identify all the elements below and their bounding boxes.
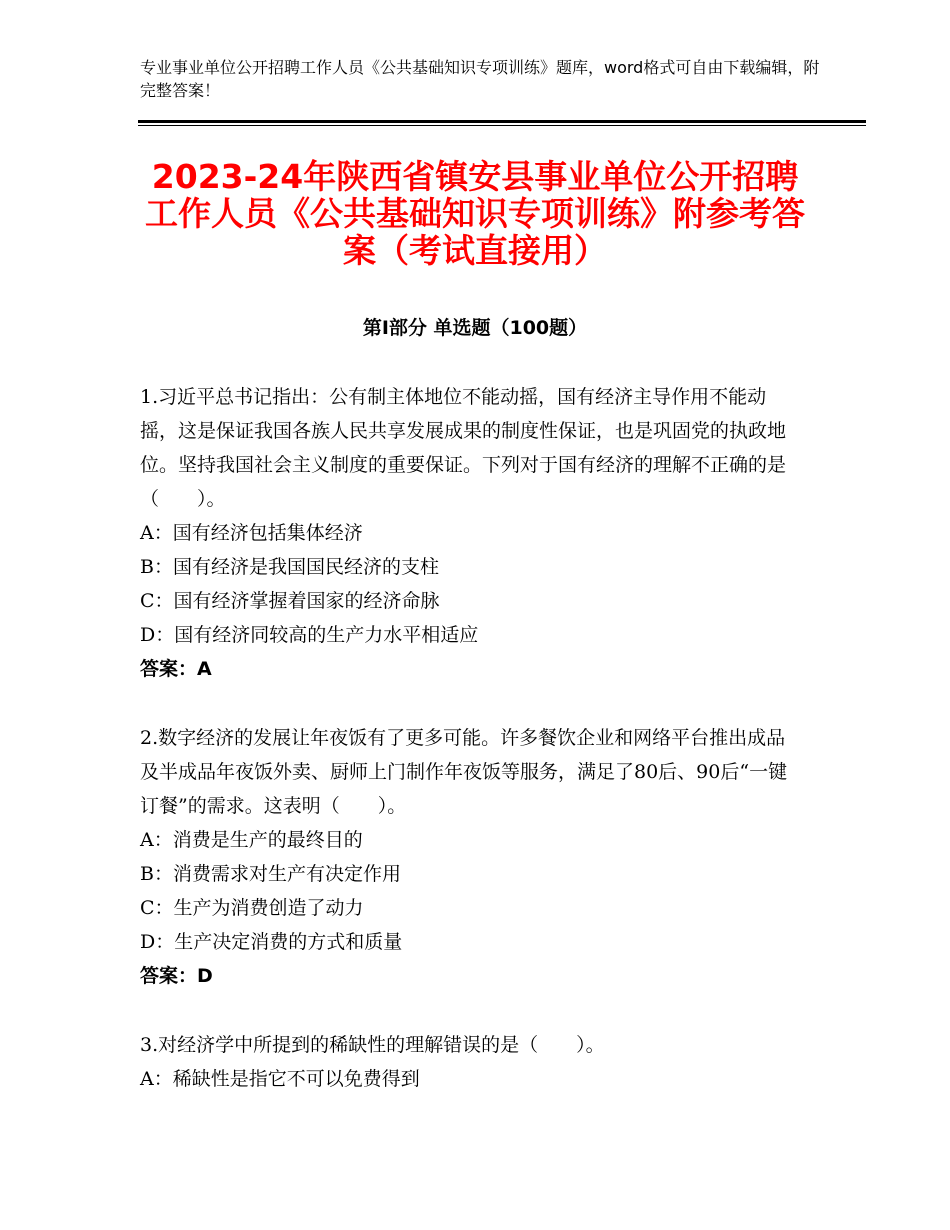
document-title: 2023-24年陕西省镇安县事业单位公开招聘工作人员《公共基础知识专项训练》附参考答案（考试直接用） — [145, 157, 805, 270]
section-title: 第Ⅰ部分 单选题（100题） — [362, 317, 588, 339]
question-1 — [140, 380, 800, 686]
question-2 — [140, 721, 800, 993]
option-a: A：国有经济包括集体经济 — [140, 522, 363, 544]
option-b: B：国有经济是我国国民经济的支柱 — [140, 556, 439, 578]
question-stem: 3.对经济学中所提到的稀缺性的理解错误的是（ ）。 — [140, 1034, 605, 1056]
question-stem: 1.习近平总书记指出：公有制主体地位不能动摇，国有经济主导作用不能动摇，这是保证我国各族人民共享发展成果的制度性保证，也是巩固党的执政地位。坚持我国社会主义制度的重要保证。下列对于国有经济的理解不正确的是（ ）。 — [140, 386, 787, 510]
option-a: A：消费是生产的最终目的 — [140, 829, 363, 851]
header-divider-thin — [138, 125, 866, 126]
answer: 答案：D — [140, 965, 213, 987]
header-note: 专业事业单位公开招聘工作人员《公共基础知识专项训练》题库，word格式可自由下载编辑，附完整答案！ — [140, 58, 820, 100]
question-3 — [140, 1028, 800, 1096]
option-c: C：国有经济掌握着国家的经济命脉 — [140, 590, 440, 612]
question-stem: 2.数字经济的发展让年夜饭有了更多可能。许多餐饮企业和网络平台推出成品及半成品年夜饭外卖、厨师上门制作年夜饭等服务，满足了80后、90后“一键订餐”的需求。这表明（ ）。 — [140, 727, 788, 817]
answer: 答案：A — [140, 658, 212, 680]
option-d: D：生产决定消费的方式和质量 — [140, 931, 403, 953]
option-c: C：生产为消费创造了动力 — [140, 897, 364, 919]
header-divider-thick — [138, 120, 866, 123]
option-d: D：国有经济同较高的生产力水平相适应 — [140, 624, 479, 646]
option-b: B：消费需求对生产有决定作用 — [140, 863, 401, 885]
option-a: A：稀缺性是指它不可以免费得到 — [140, 1068, 420, 1090]
